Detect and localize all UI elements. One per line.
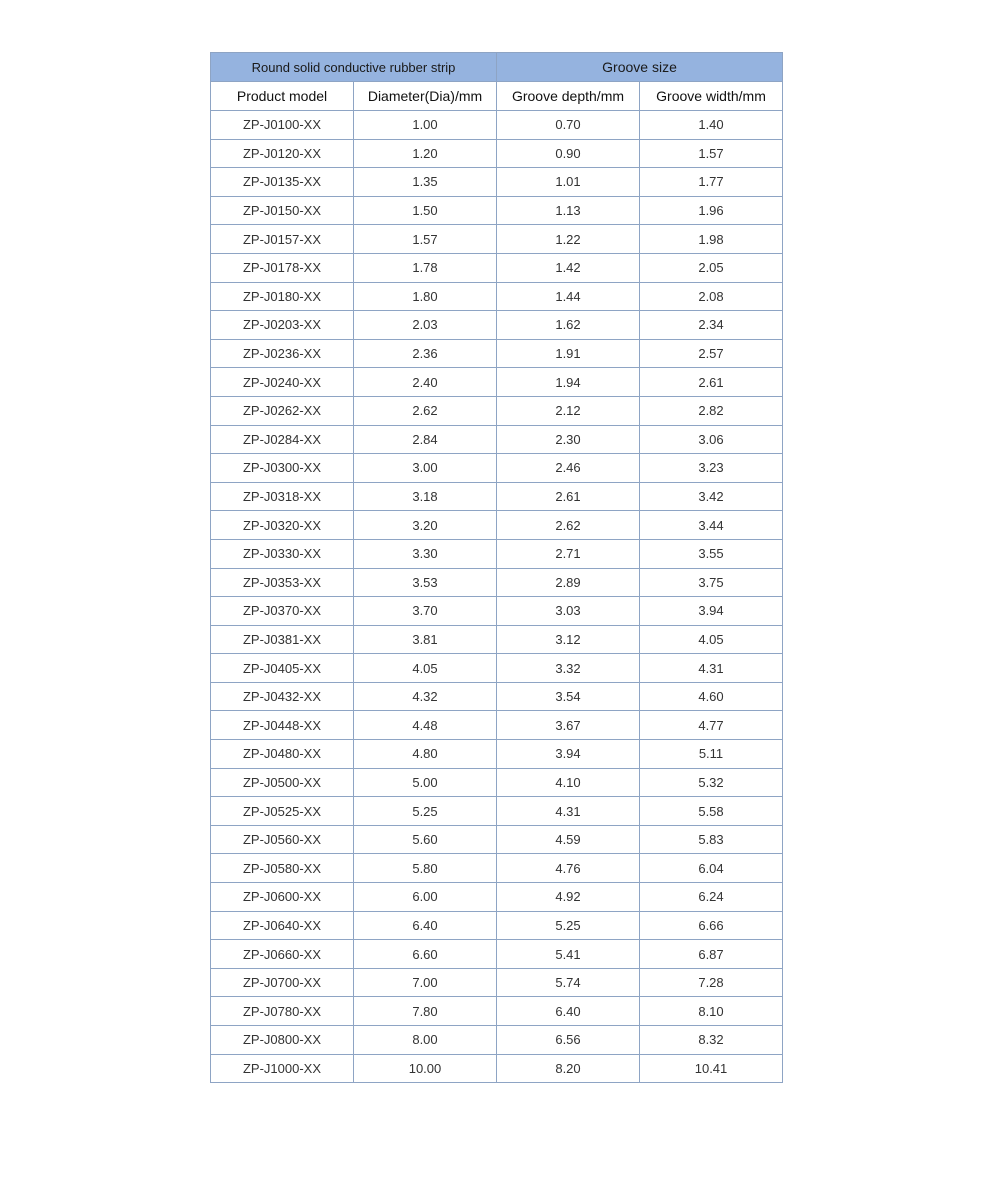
product-model-cell: ZP-J0330-XX (211, 539, 354, 568)
table-row (211, 454, 783, 483)
groove-depth-cell: 1.44 (497, 282, 640, 311)
groove-width-cell: 5.11 (640, 740, 783, 769)
product-model-cell: ZP-J0800-XX (211, 1026, 354, 1055)
groove-width-cell: 2.08 (640, 282, 783, 311)
groove-width-cell: 6.24 (640, 883, 783, 912)
diameter-cell: 2.36 (354, 339, 497, 368)
groove-width-cell: 8.10 (640, 997, 783, 1026)
groove-depth-cell: 1.62 (497, 311, 640, 340)
column-header-row (211, 82, 783, 111)
diameter-cell: 1.35 (354, 168, 497, 197)
product-model-cell: ZP-J0240-XX (211, 368, 354, 397)
product-model-cell: ZP-J0370-XX (211, 597, 354, 626)
product-model-cell: ZP-J0600-XX (211, 883, 354, 912)
groove-width-cell: 3.75 (640, 568, 783, 597)
diameter-cell: 3.00 (354, 454, 497, 483)
groove-width-cell: 4.31 (640, 654, 783, 683)
diameter-cell: 4.05 (354, 654, 497, 683)
diameter-cell: 6.60 (354, 940, 497, 969)
table-row (211, 425, 783, 454)
groove-size-header: Groove size (497, 53, 783, 82)
groove-depth-cell: 4.92 (497, 883, 640, 912)
table-row (211, 1026, 783, 1055)
groove-depth-cell: 8.20 (497, 1054, 640, 1083)
diameter-cell: 1.57 (354, 225, 497, 254)
groove-depth-cell: 2.30 (497, 425, 640, 454)
groove-width-cell: 2.61 (640, 368, 783, 397)
table-row (211, 711, 783, 740)
diameter-cell: 2.62 (354, 396, 497, 425)
diameter-cell: 5.80 (354, 854, 497, 883)
groove-depth-cell: 0.90 (497, 139, 640, 168)
table-row (211, 368, 783, 397)
table-row (211, 682, 783, 711)
groove-width-cell: 3.23 (640, 454, 783, 483)
product-model-cell: ZP-J0405-XX (211, 654, 354, 683)
diameter-cell: 5.60 (354, 825, 497, 854)
diameter-cell: 1.00 (354, 111, 497, 140)
groove-width-cell: 3.94 (640, 597, 783, 626)
groove-width-cell: 4.60 (640, 682, 783, 711)
groove-width-cell: 3.44 (640, 511, 783, 540)
groove-depth-cell: 1.42 (497, 253, 640, 282)
groove-width-cell: 7.28 (640, 968, 783, 997)
table-row (211, 168, 783, 197)
table-row (211, 968, 783, 997)
product-group-header: Round solid conductive rubber strip (211, 53, 497, 82)
table-row (211, 253, 783, 282)
product-model-cell: ZP-J0318-XX (211, 482, 354, 511)
product-model-cell: ZP-J0432-XX (211, 682, 354, 711)
product-model-cell: ZP-J0300-XX (211, 454, 354, 483)
groove-depth-cell: 1.01 (497, 168, 640, 197)
product-model-cell: ZP-J0100-XX (211, 111, 354, 140)
diameter-cell: 8.00 (354, 1026, 497, 1055)
diameter-cell: 5.00 (354, 768, 497, 797)
groove-width-cell: 5.58 (640, 797, 783, 826)
diameter-cell: 7.80 (354, 997, 497, 1026)
product-model-cell: ZP-J0660-XX (211, 940, 354, 969)
product-model-cell: ZP-J0448-XX (211, 711, 354, 740)
product-model-cell: ZP-J0353-XX (211, 568, 354, 597)
groove-depth-cell: 5.74 (497, 968, 640, 997)
table-row (211, 111, 783, 140)
groove-depth-cell: 3.94 (497, 740, 640, 769)
groove-depth-cell: 1.91 (497, 339, 640, 368)
groove-width-cell: 2.34 (640, 311, 783, 340)
table-header (211, 53, 783, 111)
groove-width-cell: 1.57 (640, 139, 783, 168)
diameter-cell: 2.84 (354, 425, 497, 454)
table-row (211, 911, 783, 940)
table-row (211, 539, 783, 568)
groove-width-cell: 5.32 (640, 768, 783, 797)
product-model-cell: ZP-J0525-XX (211, 797, 354, 826)
group-header-row (211, 53, 783, 82)
table-row (211, 511, 783, 540)
table-row (211, 768, 783, 797)
table-row (211, 825, 783, 854)
groove-depth-cell: 2.71 (497, 539, 640, 568)
table-body (211, 111, 783, 1083)
groove-depth-cell: 5.25 (497, 911, 640, 940)
groove-depth-header: Groove depth/mm (497, 82, 640, 111)
table-row (211, 225, 783, 254)
groove-depth-cell: 2.62 (497, 511, 640, 540)
groove-width-cell: 10.41 (640, 1054, 783, 1083)
product-model-cell: ZP-J0560-XX (211, 825, 354, 854)
table-row (211, 654, 783, 683)
groove-depth-cell: 5.41 (497, 940, 640, 969)
product-model-cell: ZP-J0480-XX (211, 740, 354, 769)
diameter-cell: 1.80 (354, 282, 497, 311)
groove-depth-cell: 3.67 (497, 711, 640, 740)
spec-table (210, 52, 783, 1083)
groove-width-cell: 6.66 (640, 911, 783, 940)
diameter-cell: 3.30 (354, 539, 497, 568)
diameter-header: Diameter(Dia)/mm (354, 82, 497, 111)
groove-depth-cell: 3.32 (497, 654, 640, 683)
groove-depth-cell: 2.61 (497, 482, 640, 511)
product-model-cell: ZP-J0157-XX (211, 225, 354, 254)
product-model-cell: ZP-J0236-XX (211, 339, 354, 368)
product-model-cell: ZP-J1000-XX (211, 1054, 354, 1083)
groove-depth-cell: 6.56 (497, 1026, 640, 1055)
table-row (211, 625, 783, 654)
groove-depth-cell: 1.22 (497, 225, 640, 254)
groove-width-cell: 1.98 (640, 225, 783, 254)
groove-width-cell: 2.57 (640, 339, 783, 368)
groove-depth-cell: 1.94 (497, 368, 640, 397)
diameter-cell: 2.03 (354, 311, 497, 340)
diameter-cell: 7.00 (354, 968, 497, 997)
groove-depth-cell: 4.10 (497, 768, 640, 797)
groove-depth-cell: 1.13 (497, 196, 640, 225)
product-model-cell: ZP-J0120-XX (211, 139, 354, 168)
table-row (211, 282, 783, 311)
diameter-cell: 5.25 (354, 797, 497, 826)
groove-width-cell: 6.04 (640, 854, 783, 883)
groove-depth-cell: 0.70 (497, 111, 640, 140)
groove-width-cell: 6.87 (640, 940, 783, 969)
product-model-cell: ZP-J0640-XX (211, 911, 354, 940)
groove-depth-cell: 4.76 (497, 854, 640, 883)
diameter-cell: 10.00 (354, 1054, 497, 1083)
diameter-cell: 1.78 (354, 253, 497, 282)
groove-depth-cell: 3.12 (497, 625, 640, 654)
groove-depth-cell: 6.40 (497, 997, 640, 1026)
groove-width-cell: 1.77 (640, 168, 783, 197)
groove-width-cell: 1.40 (640, 111, 783, 140)
product-model-cell: ZP-J0500-XX (211, 768, 354, 797)
product-model-cell: ZP-J0320-XX (211, 511, 354, 540)
groove-width-cell: 8.32 (640, 1026, 783, 1055)
diameter-cell: 3.53 (354, 568, 497, 597)
table-row (211, 997, 783, 1026)
product-model-cell: ZP-J0180-XX (211, 282, 354, 311)
table-row (211, 482, 783, 511)
table-row (211, 311, 783, 340)
product-model-cell: ZP-J0203-XX (211, 311, 354, 340)
groove-depth-cell: 4.31 (497, 797, 640, 826)
groove-width-cell: 3.42 (640, 482, 783, 511)
product-model-header: Product model (211, 82, 354, 111)
diameter-cell: 3.18 (354, 482, 497, 511)
product-model-cell: ZP-J0135-XX (211, 168, 354, 197)
table-row (211, 1054, 783, 1083)
diameter-cell: 3.70 (354, 597, 497, 626)
groove-depth-cell: 2.89 (497, 568, 640, 597)
diameter-cell: 1.50 (354, 196, 497, 225)
groove-depth-cell: 3.03 (497, 597, 640, 626)
groove-width-cell: 4.05 (640, 625, 783, 654)
diameter-cell: 6.40 (354, 911, 497, 940)
groove-width-cell: 4.77 (640, 711, 783, 740)
product-model-cell: ZP-J0150-XX (211, 196, 354, 225)
table-row (211, 883, 783, 912)
diameter-cell: 1.20 (354, 139, 497, 168)
product-model-cell: ZP-J0262-XX (211, 396, 354, 425)
diameter-cell: 3.81 (354, 625, 497, 654)
table-row (211, 597, 783, 626)
table-row (211, 797, 783, 826)
groove-depth-cell: 3.54 (497, 682, 640, 711)
groove-width-cell: 3.06 (640, 425, 783, 454)
product-model-cell: ZP-J0178-XX (211, 253, 354, 282)
groove-depth-cell: 2.12 (497, 396, 640, 425)
table-row (211, 740, 783, 769)
product-model-cell: ZP-J0780-XX (211, 997, 354, 1026)
groove-width-cell: 5.83 (640, 825, 783, 854)
groove-width-header: Groove width/mm (640, 82, 783, 111)
table-row (211, 139, 783, 168)
diameter-cell: 6.00 (354, 883, 497, 912)
table-row (211, 940, 783, 969)
product-model-cell: ZP-J0284-XX (211, 425, 354, 454)
groove-depth-cell: 4.59 (497, 825, 640, 854)
table-row (211, 854, 783, 883)
table-row (211, 568, 783, 597)
table-row (211, 396, 783, 425)
groove-width-cell: 1.96 (640, 196, 783, 225)
table-row (211, 196, 783, 225)
diameter-cell: 3.20 (354, 511, 497, 540)
groove-width-cell: 2.05 (640, 253, 783, 282)
product-model-cell: ZP-J0580-XX (211, 854, 354, 883)
product-model-cell: ZP-J0381-XX (211, 625, 354, 654)
diameter-cell: 2.40 (354, 368, 497, 397)
groove-width-cell: 3.55 (640, 539, 783, 568)
groove-depth-cell: 2.46 (497, 454, 640, 483)
diameter-cell: 4.32 (354, 682, 497, 711)
table-row (211, 339, 783, 368)
diameter-cell: 4.48 (354, 711, 497, 740)
diameter-cell: 4.80 (354, 740, 497, 769)
product-model-cell: ZP-J0700-XX (211, 968, 354, 997)
groove-width-cell: 2.82 (640, 396, 783, 425)
